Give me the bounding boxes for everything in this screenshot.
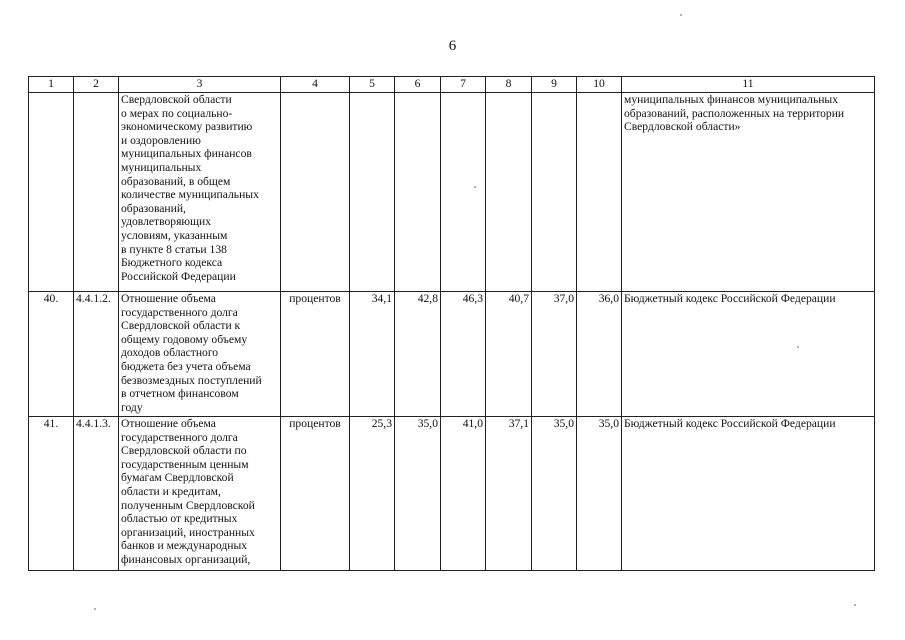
column-header: 11 (622, 77, 875, 93)
row-number-cell (29, 93, 74, 292)
column-header: 1 (29, 77, 74, 93)
value-cell: 40,7 (486, 292, 532, 417)
value-cell: 46,3 (441, 292, 486, 417)
source-cell (622, 93, 875, 292)
value-cell (532, 93, 577, 292)
scan-speck (680, 14, 682, 16)
code-cell: 4.4.1.2. (74, 292, 119, 417)
value-cell (577, 93, 622, 292)
indicator-name-text: Отношение объема государственного долга Свердловской области по государственным ценным бумагам Свердловской области и кредитам, полученным Свердловской областью от кредитных организаций, иностранных банков и международных финансовых организаций, (121, 417, 255, 566)
column-header: 6 (395, 77, 441, 93)
column-header: 3 (119, 77, 281, 93)
column-header: 7 (441, 77, 486, 93)
table-header-row (29, 77, 875, 93)
value-cell: 41,0 (441, 417, 486, 571)
indicator-name-cell (119, 292, 281, 417)
unit-cell (281, 93, 350, 292)
scan-speck (474, 186, 476, 188)
indicators-table (28, 76, 875, 571)
value-cell: 25,3 (350, 417, 395, 571)
source-cell (622, 417, 875, 571)
page-number: 6 (448, 38, 457, 54)
value-cell: 35,0 (395, 417, 441, 571)
indicator-name-cell (119, 417, 281, 571)
table-row (29, 93, 875, 292)
source-text: муниципальных финансов муниципальных образований, расположенных на территории Свердловской области» (624, 93, 845, 134)
column-header: 9 (532, 77, 577, 93)
value-cell: 36,0 (577, 292, 622, 417)
unit-cell: процентов (281, 417, 350, 571)
column-header: 2 (74, 77, 119, 93)
value-cell (395, 93, 441, 292)
indicator-name-text: Свердловской области о мерах по социально- экономическому развитию и оздоровлению муниципальных финансов муниципальных образований, в общем количестве муниципальных образований, удовлетворяющих условиям, указанным в пункте 8 статьи 138 Бюджетного кодекса Российской Федерации (121, 93, 259, 283)
value-cell: 34,1 (350, 292, 395, 417)
value-cell: 35,0 (532, 417, 577, 571)
column-header: 10 (577, 77, 622, 93)
unit-cell: процентов (281, 292, 350, 417)
code-cell (74, 93, 119, 292)
scan-speck (854, 604, 856, 606)
column-header: 4 (281, 77, 350, 93)
column-header: 8 (486, 77, 532, 93)
value-cell: 37,0 (532, 292, 577, 417)
indicator-name-cell (119, 93, 281, 292)
source-text: Бюджетный кодекс Российской Федерации (624, 292, 836, 305)
table-row (29, 292, 875, 417)
value-cell (441, 93, 486, 292)
value-cell (486, 93, 532, 292)
table-row (29, 417, 875, 571)
value-cell: 35,0 (577, 417, 622, 571)
row-number-cell: 41. (29, 417, 74, 571)
value-cell (350, 93, 395, 292)
source-cell (622, 292, 875, 417)
indicator-name-text: Отношение объема государственного долга Свердловской области к общему годовому объему доходов областного бюджета без учета объема безвозмездных поступлений в отчетном финансовом году (121, 292, 262, 414)
value-cell: 37,1 (486, 417, 532, 571)
value-cell: 42,8 (395, 292, 441, 417)
column-header: 5 (350, 77, 395, 93)
code-cell: 4.4.1.3. (74, 417, 119, 571)
scan-speck (797, 346, 799, 348)
source-text: Бюджетный кодекс Российской Федерации (624, 417, 836, 430)
scan-speck (94, 608, 96, 610)
row-number-cell: 40. (29, 292, 74, 417)
